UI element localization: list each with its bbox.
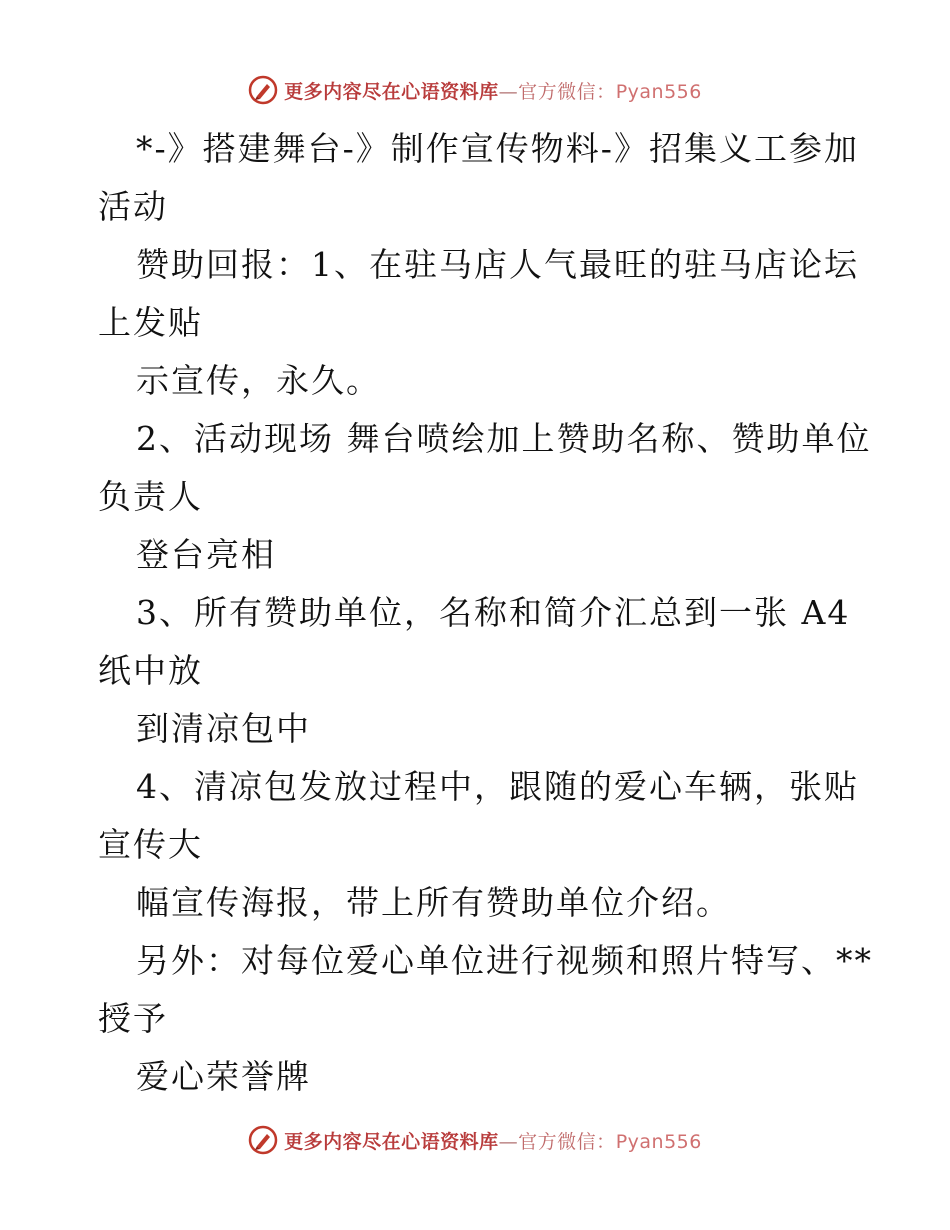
watermark-label: 官方微信：	[518, 1130, 616, 1153]
text-line: 3、所有赞助单位，名称和简介汇总到一张 A4	[136, 593, 851, 632]
footer-watermark	[0, 1120, 950, 1160]
pen-logo-icon	[248, 1125, 278, 1155]
text-line: 爱心荣誉牌	[136, 1057, 311, 1096]
pen-logo-icon	[248, 75, 278, 105]
text-line: 登台亮相	[136, 535, 276, 574]
text-line: 幅宣传海报，带上所有赞助单位介绍。	[136, 883, 731, 922]
text-line: 赞助回报：1、在驻马店人气最旺的驻马店论坛	[136, 245, 859, 284]
text-line: 2、活动现场 舞台喷绘加上赞助名称、赞助单位	[136, 419, 872, 458]
watermark-id: Pyan556	[615, 1130, 702, 1153]
watermark-text	[284, 77, 702, 104]
text-line: 授予	[98, 999, 168, 1038]
text-line: 纸中放	[98, 651, 203, 690]
text-line: 另外：对每位爱心单位进行视频和照片特写、**	[136, 941, 873, 980]
text-line: 示宣传，永久。	[136, 361, 381, 400]
document-body	[98, 120, 873, 1106]
text-line: 活动	[98, 187, 168, 226]
watermark-label: 官方微信：	[518, 80, 616, 103]
text-line: *-》搭建舞台-》制作宣传物料-》招集义工参加	[136, 129, 859, 168]
watermark-main: 更多内容尽在心语资料库	[284, 80, 499, 103]
text-line: 负责人	[98, 477, 203, 516]
header-watermark	[0, 70, 950, 110]
watermark-separator: —	[498, 80, 519, 103]
text-line: 到清凉包中	[136, 709, 311, 748]
text-line: 宣传大	[98, 825, 203, 864]
watermark-id: Pyan556	[615, 80, 702, 103]
text-line: 上发贴	[98, 303, 203, 342]
text-line: 4、清凉包发放过程中，跟随的爱心车辆，张贴	[136, 767, 859, 806]
watermark-main: 更多内容尽在心语资料库	[284, 1130, 499, 1153]
watermark-separator: —	[498, 1130, 519, 1153]
watermark-text	[284, 1127, 702, 1154]
